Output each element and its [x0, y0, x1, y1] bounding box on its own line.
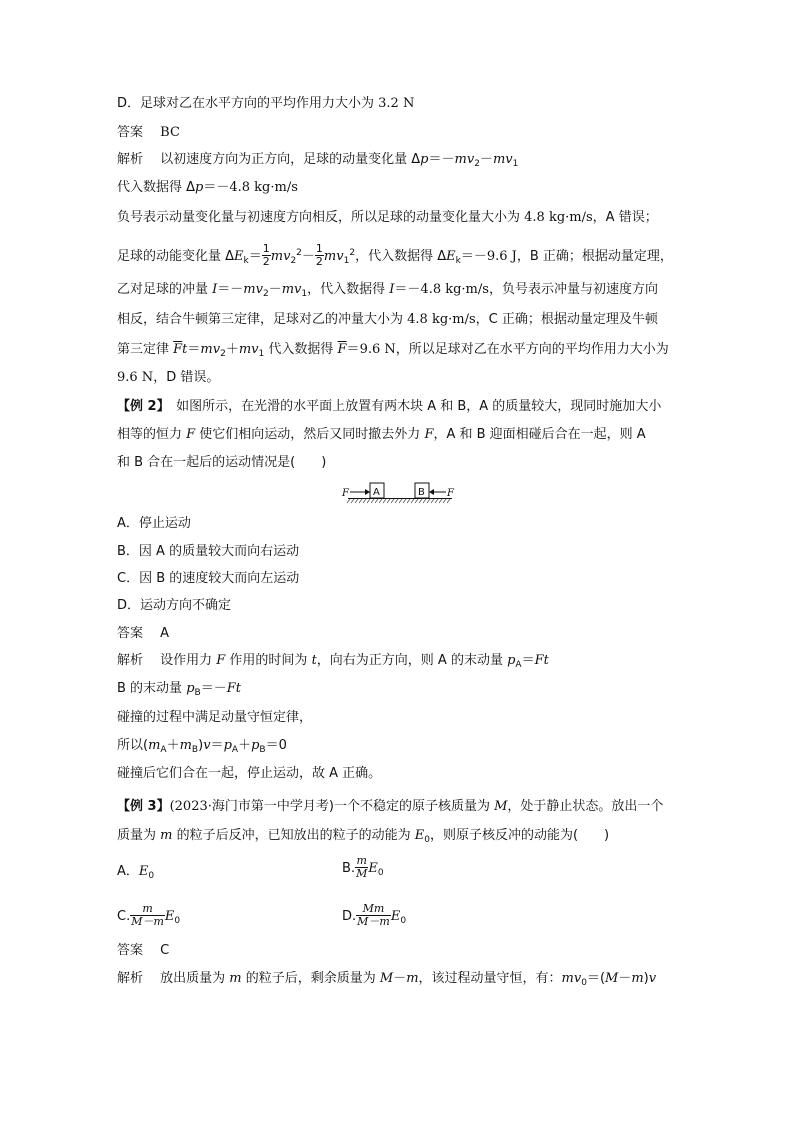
example2-option-c: C．因 B 的速度较大而向左运动: [117, 571, 300, 586]
example2-option-a: A．停止运动: [117, 516, 191, 531]
example3-option-c: C. $\frac{m}{M-m}$ $E_0$: [117, 902, 181, 928]
example3-option-a: A．$E_0$: [117, 864, 155, 881]
example2-option-b: B．因 A 的质量较大而向右运动: [117, 544, 300, 559]
example3-option-d: D. $\frac{Mm}{M-m}$ $E_0$: [342, 902, 407, 928]
block-b-label: B: [418, 487, 425, 498]
example3-question-line-2: 质量为 m 的粒子后反冲，已知放出的粒子的动能为 $E_0$，则原子核反冲的动能为( ): [117, 828, 610, 845]
example2-answer-line: 答案 A: [117, 626, 170, 641]
blocks-diagram: [340, 478, 460, 508]
force-arrowhead-left: [365, 489, 370, 495]
analysis-line-7: 第三定律 $\overline{F}t=mv_2+mv_1$ 代入数据得 $\overline{F}=9.6$ N，所以足球对乙在水平方向的平均作用力大小为: [117, 342, 669, 359]
option-d: D．足球对乙在水平方向的平均作用力大小为 3.2 N: [117, 96, 415, 111]
example3-analysis-line-1: 解析 放出质量为 m 的粒子后，剩余质量为 M－m，该过程动量守恒，有：$mv_0=(M-m)v$: [117, 971, 657, 988]
example2-analysis-line-1: 解析 设作用力 F 作用的时间为 t，向右为正方向，则 A 的末动量 $p_A=Ft$: [117, 653, 549, 670]
ground-hatching: [347, 499, 450, 503]
example3-question-line-1: 【例 3】(2023·海门市第一中学月考)一个不稳定的原子核质量为 M，处于静止状态。放出一个: [117, 799, 664, 814]
force-label-left: F: [342, 488, 349, 499]
analysis-line-2: 代入数据得 Δp＝－4.8 kg·m/s: [117, 180, 298, 195]
force-label-right: F: [447, 488, 454, 499]
example2-question-line-3: 和 B 合在一起后的运动情况是( ): [117, 455, 327, 470]
force-arrowhead-right: [429, 489, 434, 495]
block-a-label: A: [373, 487, 380, 498]
example2-analysis-line-3: 碰撞的过程中满足动量守恒定律，: [117, 710, 313, 725]
analysis-line-1: 解析 以初速度方向为正方向，足球的动量变化量 $\Delta p=-mv_2-mv_1$: [117, 152, 519, 169]
example3-answer-line: 答案 C: [117, 943, 170, 958]
analysis-line-8: 9.6 N，D 错误。: [117, 370, 220, 385]
example2-analysis-line-4: 所以$(m_A+m_B)v=p_A+p_B=0$: [117, 738, 287, 755]
example2-analysis-line-2: B 的末动量 $p_B=-Ft$: [117, 681, 241, 698]
example2-option-d: D．运动方向不确定: [117, 598, 232, 613]
example2-question-line-1: 【例 2】 如图所示，在光滑的水平面上放置有两木块 A 和 B，A 的质量较大，现同时施加大小: [117, 399, 662, 414]
example2-analysis-line-5: 碰撞后它们合在一起，停止运动，故 A 正确。: [117, 766, 382, 781]
example2-question-line-2: 相等的恒力 F 使它们相向运动，然后又同时撤去外力 F，A 和 B 迎面相碰后合在一起，则 A: [117, 427, 646, 442]
answer-line: 答案 BC: [117, 125, 180, 140]
analysis-line-4: 足球的动能变化量 $\Delta E_k=$ $\frac{1}{2}$ $mv_2^2-$ $\frac{1}{2}$ $mv_1^2$，代入数据得 $\Delta E_k=-9.6$ J，B 正确；根据动量定理，: [117, 242, 673, 268]
example3-option-b: B. $\frac{m}{M}$ $E_0$: [342, 854, 384, 880]
analysis-line-3: 负号表示动量变化量与初速度方向相反，所以足球的动量变化量大小为 4.8 kg·m/s，A 错误；: [117, 210, 658, 225]
analysis-line-5: 乙对足球的冲量 $I=-mv_2-mv_1$，代入数据得 I＝－4.8 kg·m/s，负号表示冲量与初速度方向: [117, 282, 658, 299]
analysis-line-6: 相反，结合牛顿第三定律，足球对乙的冲量大小为 4.8 kg·m/s，C 正确；根据动量定理及牛顿: [117, 312, 658, 327]
